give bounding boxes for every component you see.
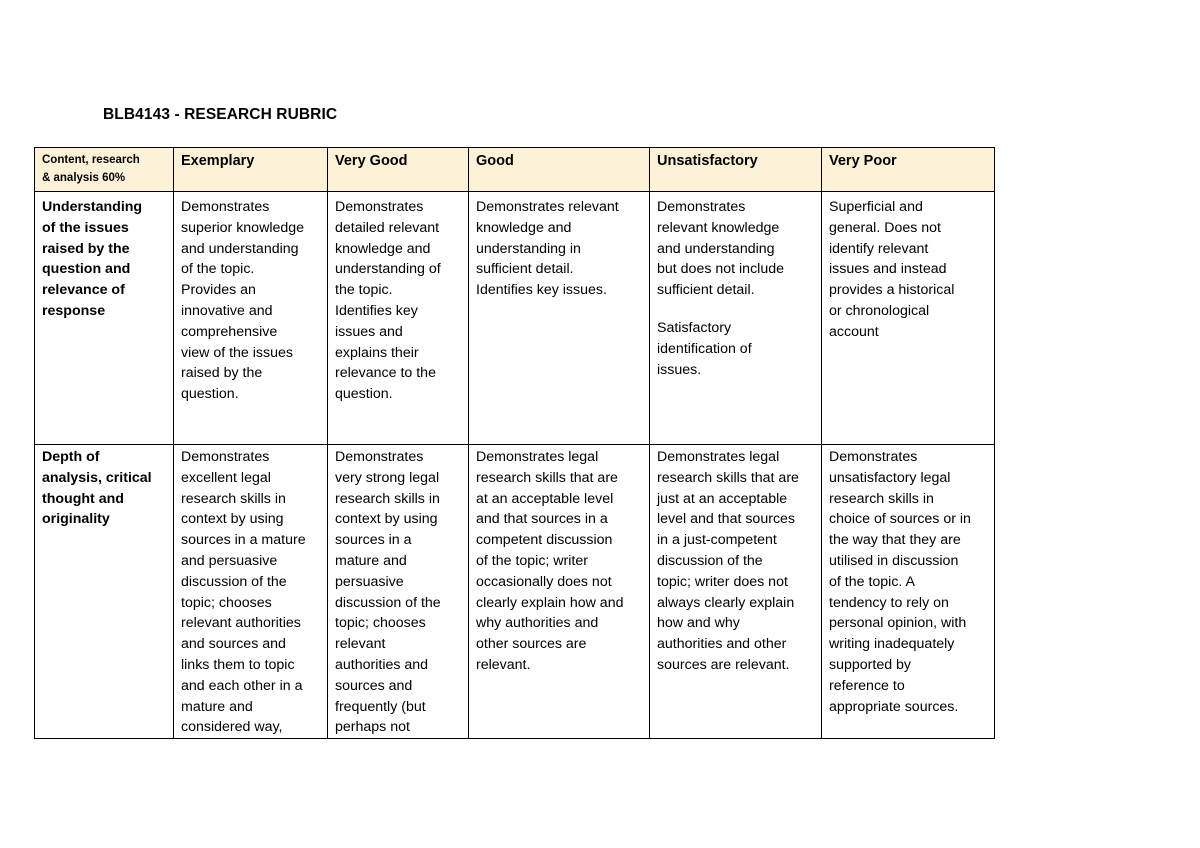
header-very-poor: Very Poor	[822, 148, 995, 192]
header-exemplary: Exemplary	[174, 148, 328, 192]
unsatisfactory-text-2: Satisfactory identification of issues.	[657, 319, 752, 378]
table-row	[35, 445, 995, 739]
exemplary-cell: Demonstrates superior knowledge and understanding of the topic. Provides an innovative and comprehensive view of the issues raised by the question.	[174, 192, 328, 445]
table-header-row	[35, 148, 995, 192]
criterion-cell: Understanding of the issues raised by the question and relevance of response	[35, 192, 174, 445]
unsatisfactory-cell: Demonstrates legal research skills that are just at an acceptable level and that sources in a just-competent discussion of the topic; writer does not always clearly explain how and why authorities and other sources are relevant.	[650, 445, 822, 739]
header-very-good: Very Good	[328, 148, 469, 192]
good-cell: Demonstrates relevant knowledge and understanding in sufficient detail. Identifies key issues.	[469, 192, 650, 445]
unsatisfactory-text: Demonstrates relevant knowledge and understanding but does not include sufficient detail.	[657, 199, 784, 299]
very-poor-cell: Superficial and general. Does not identify relevant issues and instead provides a historical or chronological account	[822, 192, 995, 445]
header-good: Good	[469, 148, 650, 192]
exemplary-cell: Demonstrates excellent legal research skills in context by using sources in a mature and persuasive discussion of the topic; chooses relevant authorities and sources and links them to topic and each other in a mature and considered way,	[174, 445, 328, 739]
very-poor-cell: Demonstrates unsatisfactory legal research skills in choice of sources or in the way that they are utilised in discussion of the topic. A tendency to rely on personal opinion, with writing inadequately supported by reference to appropriate sources.	[822, 445, 995, 739]
good-cell: Demonstrates legal research skills that are at an acceptable level and that sources in a competent discussion of the topic; writer occasionally does not clearly explain how and why authorities and other sources are relevant.	[469, 445, 650, 739]
rubric-table	[34, 147, 995, 739]
criterion-cell: Depth of analysis, critical thought and originality	[35, 445, 174, 739]
very-good-cell: Demonstrates detailed relevant knowledge and understanding of the topic. Identifies key issues and explains their relevance to the question.	[328, 192, 469, 445]
header-criteria: Content, research & analysis 60%	[35, 148, 174, 192]
table-row	[35, 192, 995, 445]
very-good-cell: Demonstrates very strong legal research skills in context by using sources in a mature and persuasive discussion of the topic; chooses relevant authorities and sources and frequently (but perhaps not	[328, 445, 469, 739]
page-title: BLB4143 - RESEARCH RUBRIC	[103, 106, 338, 123]
unsatisfactory-cell	[650, 192, 822, 445]
header-unsatisfactory: Unsatisfactory	[650, 148, 822, 192]
